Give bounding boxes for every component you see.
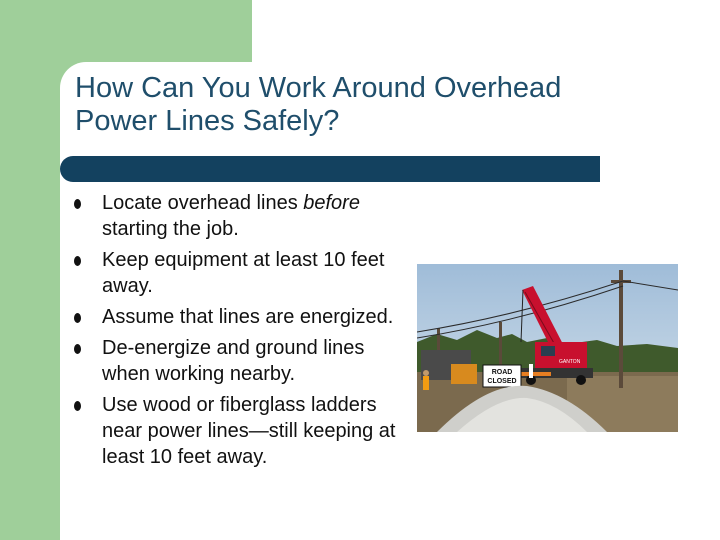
slide-title xyxy=(75,72,695,138)
bullet-item xyxy=(72,304,402,330)
construction-machine xyxy=(451,364,477,384)
road-closed-sign-line-1: ROAD xyxy=(491,369,513,376)
bullet-dot-icon xyxy=(74,199,81,209)
photo-illustration xyxy=(417,264,678,432)
bullet-text: Use wood or fiberglass ladders near power lines—still keeping at least 10 feet away. xyxy=(102,394,396,468)
bullet-dot-icon xyxy=(74,344,81,354)
utility-pole xyxy=(619,270,623,388)
crane-wheel xyxy=(576,375,586,385)
bullet-text-continued: starting the job. xyxy=(102,218,239,240)
road-closed-sign-line-2: CLOSED xyxy=(487,378,517,385)
crane-brand-text: GANTON xyxy=(559,359,581,365)
bullet-dot-icon xyxy=(74,256,81,266)
crane-cab-window xyxy=(541,346,555,356)
bullet-emphasis: before xyxy=(303,192,360,214)
bullet-item xyxy=(72,335,402,387)
bullet-text: De-energize and ground lines when working nearby. xyxy=(102,337,365,385)
bullet-text: Keep equipment at least 10 feet away. xyxy=(102,249,385,297)
worker-head xyxy=(423,370,429,376)
bullet-text: Locate overhead lines xyxy=(102,192,304,214)
bullet-item xyxy=(72,190,402,242)
bullet-text: Assume that lines are energized. xyxy=(102,306,394,328)
worker-figure xyxy=(423,376,429,390)
bullet-dot-icon xyxy=(74,401,81,411)
bullet-item xyxy=(72,247,402,299)
slide-title-line-2: Power Lines Safely? xyxy=(75,105,340,137)
slide-title-line-1: How Can You Work Around Overhead xyxy=(75,72,562,104)
bullet-dot-icon xyxy=(74,313,81,323)
barricade-post xyxy=(529,364,533,378)
bullet-item xyxy=(72,392,402,470)
bullet-list xyxy=(72,190,402,475)
crane-near-power-lines-photo xyxy=(417,264,678,432)
title-divider-bar xyxy=(60,156,600,182)
